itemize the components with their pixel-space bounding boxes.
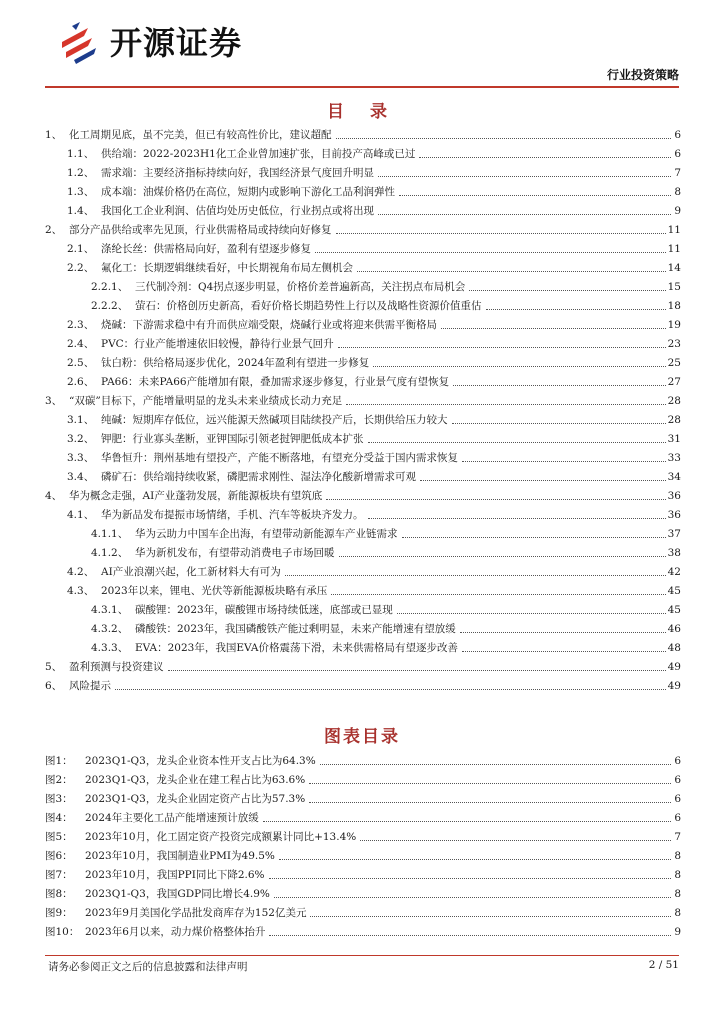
- figure-number: 图10：: [45, 926, 80, 938]
- header-divider: [45, 86, 679, 88]
- leader-dots: [336, 232, 666, 234]
- toc-title: 纯碱：短期库存低位，远兴能源天然碱项目陆续投产后，长期供给压力较大: [101, 414, 448, 426]
- toc-number: 4.3.2、: [91, 623, 129, 635]
- leader-dots: [419, 156, 671, 158]
- figure-entry[interactable]: [45, 790, 681, 806]
- figure-entry[interactable]: [45, 771, 681, 787]
- leader-dots: [373, 365, 665, 367]
- leader-dots: [326, 498, 665, 500]
- toc-number: 2.2.1、: [91, 281, 129, 293]
- leader-dots: [309, 782, 671, 784]
- toc-entry[interactable]: [67, 582, 681, 598]
- figure-title: 2023年10月，化工固定资产投资完成额累计同比+13.4%: [85, 831, 357, 843]
- toc-number: 2、: [45, 224, 63, 236]
- figure-title: 2023年10月，我国制造业PMI为49.5%: [85, 850, 275, 862]
- figure-title: 2023Q1-Q3，我国GDP同比增长4.9%: [85, 888, 270, 900]
- figure-entry[interactable]: [45, 904, 681, 920]
- toc-page: 15: [667, 281, 681, 293]
- figure-number: 图3：: [45, 793, 73, 805]
- toc-page: 45: [667, 585, 681, 597]
- toc-page: 33: [667, 452, 681, 464]
- figure-page: 8: [674, 850, 681, 862]
- toc-heading: 目 录: [327, 102, 397, 122]
- toc-title: 三代制冷剂：Q4拐点逐步明显，价格价差普遍新高，关注拐点布局机会: [135, 281, 466, 293]
- toc-number: 1.1、: [67, 148, 95, 160]
- toc-number: 4、: [45, 490, 63, 502]
- toc-entry[interactable]: [67, 183, 681, 199]
- toc-entry[interactable]: [67, 259, 681, 275]
- figure-entry[interactable]: [45, 847, 681, 863]
- toc-number: 3、: [45, 395, 63, 407]
- figure-title: 2023Q1-Q3，龙头企业固定资产占比为57.3%: [85, 793, 306, 805]
- toc-title: 磷矿石：供给端持续收紧，磷肥需求刚性、湿法净化酸新增需求可观: [101, 471, 416, 483]
- figure-title: 2023年6月以来，动力煤价格整体抬升: [85, 926, 266, 938]
- toc-entry[interactable]: [67, 468, 681, 484]
- toc-entry[interactable]: [91, 297, 681, 313]
- figure-entry[interactable]: [45, 885, 681, 901]
- figure-number: 图5：: [45, 831, 73, 843]
- toc-number: 6、: [45, 680, 63, 692]
- toc-number: 3.2、: [67, 433, 95, 445]
- toc-number: 1、: [45, 129, 63, 141]
- toc-page: 49: [667, 680, 681, 692]
- toc-entry[interactable]: [45, 487, 681, 503]
- toc-page: 23: [667, 338, 681, 350]
- toc-page: 36: [667, 509, 681, 521]
- leader-dots: [469, 289, 665, 291]
- toc-number: 2.4、: [67, 338, 95, 350]
- toc-page: 49: [667, 661, 681, 673]
- leader-dots: [460, 631, 666, 633]
- toc-entry[interactable]: [45, 221, 681, 237]
- toc-title: 氟化工：长期逻辑继续看好，中长期视角布局左侧机会: [101, 262, 353, 274]
- leader-dots: [486, 308, 666, 310]
- leader-dots: [368, 441, 666, 443]
- toc-page: 11: [667, 224, 681, 236]
- toc-number: 2.2.2、: [91, 300, 129, 312]
- toc-title: 风险提示: [69, 680, 111, 692]
- toc-entry[interactable]: [67, 145, 681, 161]
- toc-number: 3.3、: [67, 452, 95, 464]
- toc-title: 烧碱：下游需求稳中有升而供应端受限，烧碱行业或将迎来供需平衡格局: [101, 319, 437, 331]
- leader-dots: [274, 896, 671, 898]
- figure-page: 8: [674, 907, 681, 919]
- toc-number: 2.5、: [67, 357, 95, 369]
- footer-divider: [45, 955, 679, 956]
- toc-entry[interactable]: [91, 525, 681, 541]
- toc-page: 36: [667, 490, 681, 502]
- toc-entry[interactable]: [91, 601, 681, 617]
- toc-page: 19: [667, 319, 681, 331]
- toc-number: 4.3.1、: [91, 604, 129, 616]
- toc-page: 31: [667, 433, 681, 445]
- toc-title: 碳酸锂：2023年，碳酸锂市场持续低迷，底部或已显现: [135, 604, 393, 616]
- toc-title: EVA：2023年，我国EVA价格震荡下滑，未来供需格局有望逐步改善: [135, 642, 458, 654]
- toc-page: 7: [674, 167, 681, 179]
- figure-entry[interactable]: [45, 923, 681, 939]
- leader-dots: [309, 801, 671, 803]
- figure-page: 6: [674, 812, 681, 824]
- leader-dots: [168, 669, 666, 671]
- leader-dots: [269, 934, 671, 936]
- toc-title: 华为概念走强，AI产业蓬勃发展，新能源板块有望筑底: [69, 490, 323, 502]
- toc-page: 6: [674, 129, 681, 141]
- toc-number: 2.1、: [67, 243, 95, 255]
- page-header: [0, 0, 724, 92]
- toc-page: 11: [667, 243, 681, 255]
- leader-dots: [331, 593, 665, 595]
- toc-page: 14: [667, 262, 681, 274]
- report-category: 行业投资策略: [606, 68, 679, 82]
- figure-title: 2024年主要化工品产能增速预计放缓: [85, 812, 259, 824]
- toc-number: 4.1.2、: [91, 547, 129, 559]
- toc-page: 42: [667, 566, 681, 578]
- figure-page: 8: [674, 869, 681, 881]
- toc-number: 4.3、: [67, 585, 95, 597]
- toc-title: 萤石：价格创历史新高，看好价格长期趋势性上行以及战略性资源价值重估: [135, 300, 482, 312]
- toc-page: 6: [674, 148, 681, 160]
- toc-title: 华鲁恒升：荆州基地有望投产，产能不断落地，有望充分受益于国内需求恢复: [101, 452, 458, 464]
- toc-title: 磷酸铁：2023年，我国磷酸铁产能过剩明显，未来产能增速有望放缓: [135, 623, 456, 635]
- toc-page: 27: [667, 376, 681, 388]
- leader-dots: [420, 479, 666, 481]
- figure-entry[interactable]: [45, 866, 681, 882]
- toc-page: 45: [667, 604, 681, 616]
- figure-index-heading: 图表目录: [324, 727, 400, 747]
- figure-number: 图1：: [45, 755, 73, 767]
- toc-entry[interactable]: [67, 430, 681, 446]
- toc-entry[interactable]: [67, 449, 681, 465]
- figure-number: 图4：: [45, 812, 73, 824]
- leader-dots: [378, 175, 671, 177]
- toc-entry[interactable]: [91, 278, 681, 294]
- toc-title: 2023年以来，锂电、光伏等新能源板块略有承压: [101, 585, 328, 597]
- leader-dots: [346, 403, 665, 405]
- toc-entry[interactable]: [67, 506, 681, 522]
- toc-title: 华为新机发布，有望带动消费电子市场回暖: [135, 547, 335, 559]
- figure-number: 图7：: [45, 869, 73, 881]
- toc-number: 1.4、: [67, 205, 95, 217]
- toc-page: 25: [667, 357, 681, 369]
- toc-page: 34: [667, 471, 681, 483]
- leader-dots: [279, 858, 671, 860]
- figure-page: 7: [674, 831, 681, 843]
- figure-title: 2023年9月美国化学品批发商库存为152亿美元: [85, 907, 307, 919]
- toc-number: 4.1、: [67, 509, 95, 521]
- toc-number: 3.4、: [67, 471, 95, 483]
- toc-title: PVC：行业产能增速依旧较慢，静待行业景气回升: [101, 338, 334, 350]
- leader-dots: [315, 251, 666, 253]
- toc-entry[interactable]: [91, 620, 681, 636]
- leader-dots: [452, 422, 666, 424]
- toc-page: 18: [667, 300, 681, 312]
- figure-title: 2023年10月，我国PPI同比下降2.6%: [85, 869, 265, 881]
- leader-dots: [269, 877, 671, 879]
- figure-number: 图2：: [45, 774, 73, 786]
- figure-page: 8: [674, 888, 681, 900]
- leader-dots: [453, 384, 666, 386]
- toc-page: 38: [667, 547, 681, 559]
- toc-title: AI产业浪潮兴起，化工新材料大有可为: [101, 566, 281, 578]
- toc-entry[interactable]: [91, 639, 681, 655]
- toc-title: 钛白粉：供给格局逐步优化，2024年盈利有望进一步修复: [101, 357, 370, 369]
- leader-dots: [339, 555, 666, 557]
- toc-entry[interactable]: [67, 563, 681, 579]
- toc-title: 钾肥：行业寡头垄断，亚钾国际引领老挝钾肥低成本扩张: [101, 433, 364, 445]
- figure-number: 图8：: [45, 888, 73, 900]
- toc-number: 2.6、: [67, 376, 95, 388]
- toc-number: 1.3、: [67, 186, 95, 198]
- brand-name: 开源证券: [110, 24, 243, 62]
- toc-title: 涤纶长丝：供需格局向好，盈利有望逐步修复: [101, 243, 311, 255]
- toc-page: 9: [674, 205, 681, 217]
- toc-title: PA66：未来PA66产能增加有限，叠加需求逐步修复，行业景气度有望恢复: [101, 376, 450, 388]
- toc-page: 8: [674, 186, 681, 198]
- leader-dots: [263, 820, 671, 822]
- leader-dots: [397, 612, 666, 614]
- toc-entry[interactable]: [67, 411, 681, 427]
- toc-number: 5、: [45, 661, 63, 673]
- toc-title: 成本端：油煤价格仍在高位，短期内或影响下游化工品利润弹性: [101, 186, 395, 198]
- toc-entry[interactable]: [67, 164, 681, 180]
- toc-entry[interactable]: [67, 373, 681, 389]
- toc-number: 2.2、: [67, 262, 95, 274]
- toc-number: 4.1.1、: [91, 528, 129, 540]
- toc-entry[interactable]: [45, 677, 681, 693]
- leader-dots: [399, 194, 671, 196]
- toc-title: 供给端：2022-2023H1化工企业曾加速扩张，目前投产高峰或已过: [101, 148, 416, 160]
- figure-page: 6: [674, 755, 681, 767]
- figure-number: 图9：: [45, 907, 73, 919]
- toc-entry[interactable]: [67, 354, 681, 370]
- leader-dots: [462, 460, 666, 462]
- leader-dots: [338, 346, 666, 348]
- toc-number: 1.2、: [67, 167, 95, 179]
- leader-dots: [368, 517, 666, 519]
- toc-title: “双碳”目标下，产能增量明显的龙头未来业绩成长动力充足: [69, 395, 343, 407]
- leader-dots: [357, 270, 666, 272]
- toc-page: 46: [667, 623, 681, 635]
- toc-number: 4.2、: [67, 566, 95, 578]
- figure-entry[interactable]: [45, 828, 681, 844]
- toc-entry[interactable]: [67, 202, 681, 218]
- toc-title: 我国化工企业利润、估值均处历史低位，行业拐点或将出现: [101, 205, 374, 217]
- figure-title: 2023Q1-Q3，龙头企业资本性开支占比为64.3%: [85, 755, 316, 767]
- leader-dots: [115, 688, 666, 690]
- toc-entry[interactable]: [91, 544, 681, 560]
- toc-page: 37: [667, 528, 681, 540]
- leader-dots: [441, 327, 666, 329]
- page-number: 2 / 51: [648, 959, 679, 971]
- toc-title: 华为新品发布提振市场情绪，手机、汽车等板块齐发力。: [101, 509, 364, 521]
- figure-page: 9: [674, 926, 681, 938]
- leader-dots: [310, 915, 671, 917]
- toc-entry[interactable]: [67, 240, 681, 256]
- brand-logo: [58, 22, 278, 64]
- toc-page: 48: [667, 642, 681, 654]
- toc-entry[interactable]: [45, 126, 681, 142]
- kaiyuan-logo-icon: [58, 22, 100, 64]
- toc-title: 部分产品供给或率先见顶，行业供需格局或持续向好修复: [69, 224, 332, 236]
- figure-entry[interactable]: [45, 809, 681, 825]
- figure-number: 图6：: [45, 850, 73, 862]
- leader-dots: [360, 839, 671, 841]
- toc-entry[interactable]: [67, 316, 681, 332]
- leader-dots: [462, 650, 666, 652]
- toc-title: 需求端：主要经济指标持续向好，我国经济景气度回升明显: [101, 167, 374, 179]
- toc-page: 28: [667, 395, 681, 407]
- toc-number: 4.3.3、: [91, 642, 129, 654]
- leader-dots: [402, 536, 666, 538]
- toc-number: 3.1、: [67, 414, 95, 426]
- leader-dots: [336, 137, 672, 139]
- leader-dots: [320, 763, 671, 765]
- toc-number: 2.3、: [67, 319, 95, 331]
- footer-disclaimer: 请务必参阅正文之后的信息披露和法律声明: [48, 961, 248, 973]
- toc-entry[interactable]: [45, 658, 681, 674]
- toc-page: 28: [667, 414, 681, 426]
- toc-title: 化工周期见底，虽不完美，但已有较高性价比，建议超配: [69, 129, 332, 141]
- figure-entry[interactable]: [45, 752, 681, 768]
- figure-page: 6: [674, 793, 681, 805]
- figure-page: 6: [674, 774, 681, 786]
- toc-title: 华为云助力中国车企出海，有望带动新能源车产业链需求: [135, 528, 398, 540]
- leader-dots: [285, 574, 666, 576]
- toc-title: 盈利预测与投资建议: [69, 661, 164, 673]
- toc-entry[interactable]: [67, 335, 681, 351]
- leader-dots: [378, 213, 671, 215]
- figure-title: 2023Q1-Q3，龙头企业在建工程占比为63.6%: [85, 774, 306, 786]
- toc-entry[interactable]: [45, 392, 681, 408]
